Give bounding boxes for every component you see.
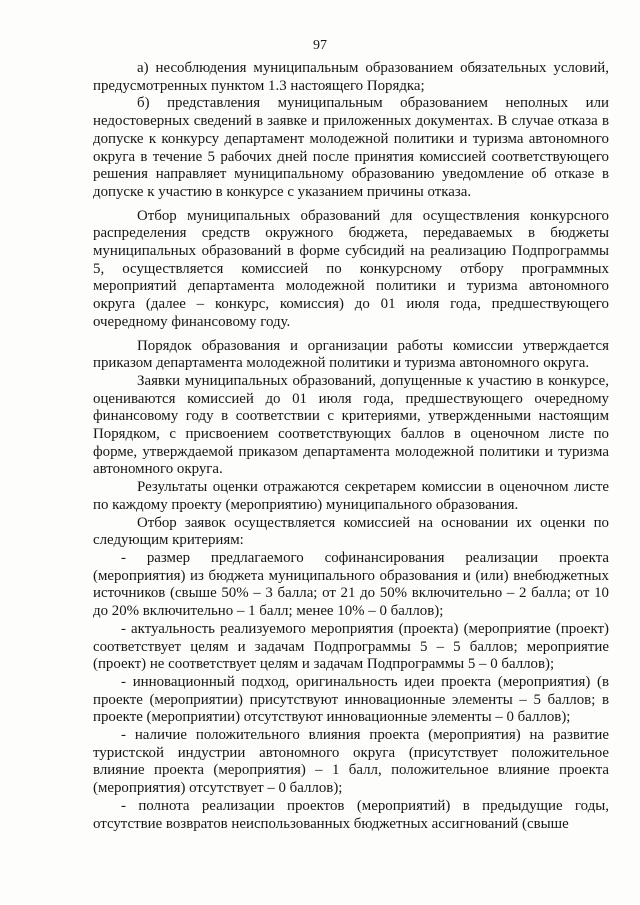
paragraph-refusal-b: б) представления муниципальным образованием неполных или недостоверных сведений в заявке и приложенных документах. В случае отказа в допуске к конкурсу департамент молодежной политики и туризма автономного округа в течение 5 рабочих дней после принятия комиссией соответствующего решения направляет муниципальному образованию уведомление об отказе в допуске к участию в конкурсе с указанием причины отказа. (93, 95, 609, 200)
paragraph-criteria-intro: Отбор заявок осуществляется комиссией на основании их оценки по следующим критериям: (93, 514, 609, 549)
page-number: 97 (313, 38, 327, 53)
criterion-cofinancing: - размер предлагаемого софинансирования реализации проекта (мероприятия) из бюджета муниципального образования и (или) внебюджетных источников (свыше 50% – 3 балла; от 21 до 50% включительно – 2 балла; от 10 до 20% включительно – 1 балл; менее 10% – 0 баллов); (93, 549, 609, 620)
criterion-relevance: - актуальность реализуемого мероприятия (проекта) (мероприятие (проект) соответствует целям и задачам Подпрограммы 5 – 5 баллов; мероприятие (проект) не соответствует целям и задачам Подпрограммы 5 – 0 баллов); (93, 620, 609, 673)
paragraph-applications-evaluation: Заявки муниципальных образований, допущенные к участию в конкурсе, оцениваются комиссией до 01 июля года, предшествующего очередному финансовому году в соответствии с критериями, утвержденными настоящим Порядком, с присвоением соответствующих баллов в оценочном листе по форме, утверждаемой приказом департамента молодежной политики и туризма автономного округа. (93, 372, 609, 478)
paragraph-refusal-a: а) несоблюдения муниципальным образованием обязательных условий, предусмотренных пунктом 1.3 настоящего Порядка; (93, 60, 609, 94)
paragraph-evaluation-results: Результаты оценки отражаются секретарем комиссии в оценочном листе по каждому проекту (мероприятию) муниципального образования. (93, 479, 609, 513)
document-body (93, 60, 609, 833)
criterion-innovation: - инновационный подход, оригинальность идеи проекта (мероприятия) (в проекте (мероприятии) присутствуют инновационные элементы – 5 баллов; в проекте (мероприятии) отсутствуют инновационные элементы – 0 баллов); (93, 673, 609, 726)
criterion-implementation-completeness: - полнота реализации проектов (мероприятий) в предыдущие годы, отсутствие возвратов неиспользованных бюджетных ассигнований (свыше (93, 797, 609, 832)
criterion-tourism-impact: - наличие положительного влияния проекта (мероприятия) на развитие туристской индустрии автономного округа (присутствует положительное влияние проекта (мероприятия) – 1 балл, положительное влияние проекта (мероприятия) отсутствует – 0 баллов); (93, 727, 609, 797)
paragraph-commission-order: Порядок образования и организации работы комиссии утверждается приказом департамента молодежной политики и туризма автономного округа. (93, 337, 609, 372)
paragraph-selection-procedure: Отбор муниципальных образований для осуществления конкурсного распределения средств окружного бюджета, передаваемых в бюджеты муниципальных образований в форме субсидий на реализацию Подпрограммы 5, осуществляется комиссией по конкурсному отбору программных мероприятий департамента молодежной политики и туризма автономного округа (далее – конкурс, комиссия) до 01 июля года, предшествующего очередному финансовому году. (93, 207, 609, 330)
